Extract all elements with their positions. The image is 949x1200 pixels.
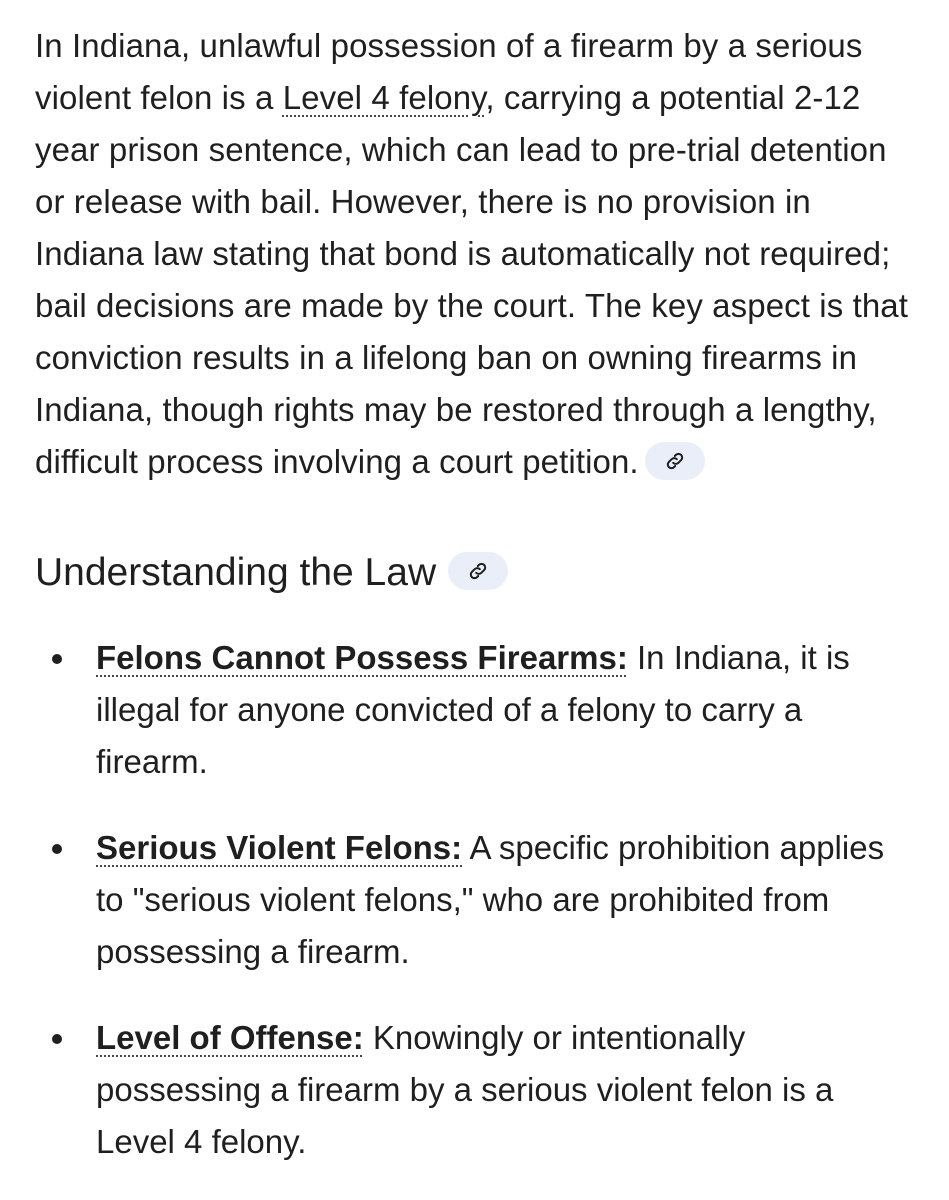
link-icon (467, 560, 489, 582)
list-item (35, 1012, 919, 1168)
section-source-link-button[interactable] (448, 552, 508, 590)
bullet-dot (52, 844, 62, 854)
level-4-felony-link[interactable]: Level 4 felony (282, 79, 486, 116)
intro-text-before: In Indiana, unlawful possession of a firearm by a serious violent felon is a (35, 27, 863, 116)
section-heading-text: Understanding the Law (35, 551, 437, 594)
list-item (35, 822, 919, 978)
bullet-text: In Indiana, it is illegal for anyone convicted of a felony to carry a firearm. (96, 639, 850, 780)
bullet-dot (52, 1034, 62, 1044)
bullet-term-link[interactable]: Serious Violent Felons: (96, 829, 463, 866)
bullet-dot (52, 654, 62, 664)
bullet-term-link[interactable]: Level of Offense: (96, 1019, 364, 1056)
bullet-text: Knowingly or intentionally possessing a firearm by a serious violent felon is a Level 4 felony. (96, 1019, 834, 1160)
intro-source-link-button[interactable] (645, 442, 705, 480)
section-heading (35, 548, 919, 598)
intro-paragraph (35, 20, 919, 488)
bullet-term-link[interactable]: Felons Cannot Possess Firearms: (96, 639, 628, 676)
intro-text-after: , carrying a potential 2-12 year prison sentence, which can lead to pre-trial detention or release with bail. However, there is no provision in Indiana law stating that bond is automatically not required; bail decisions are made by the court. The key aspect is that conviction results in a lifelong ban on owning firearms in Indiana, though rights may be restored through a lengthy, difficult process involving a court petition. (35, 79, 909, 480)
law-bullet-list (35, 632, 919, 1168)
list-item (35, 632, 919, 788)
bullet-text: A specific prohibition applies to "serious violent felons," who are prohibited from possessing a firearm. (96, 829, 885, 970)
link-icon (664, 450, 686, 472)
